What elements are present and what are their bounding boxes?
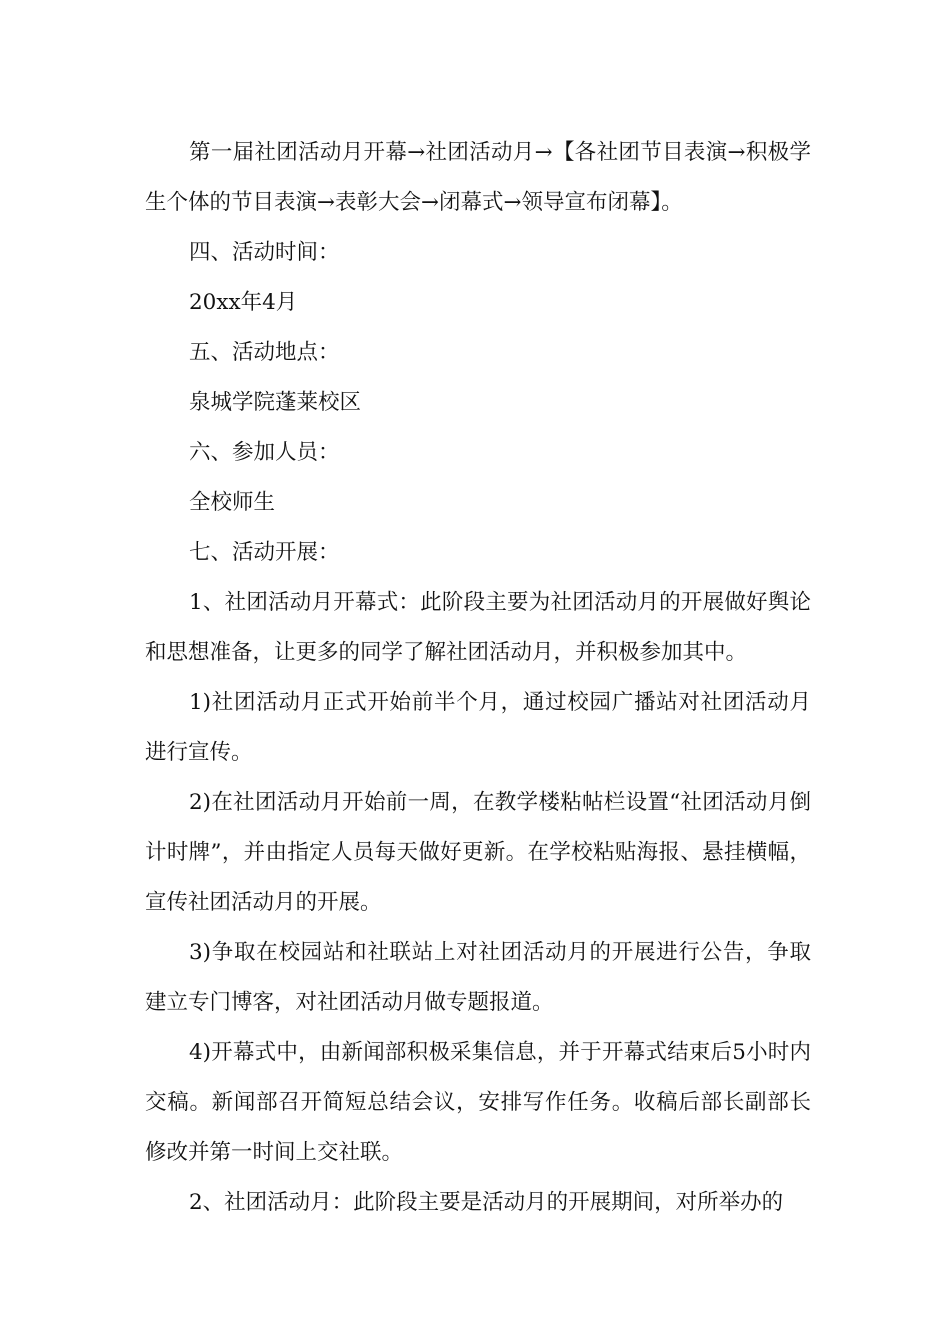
paragraph-item-2: 2)在社团活动月开始前一周，在教学楼粘帖栏设置“社团活动月倒计时牌”，并由指定人员每天做好更新。在学校粘贴海报、悬挂横幅，宣传社团活动月的开展。 (145, 790, 811, 915)
heading-activity-time: 四、活动时间： (189, 240, 340, 265)
paragraph-item-3: 3)争取在校园站和社联站上对社团活动月的开展进行公告，争取建立专门博客，对社团活动月做专题报道。 (145, 940, 811, 1015)
heading-activity-development: 七、活动开展： (189, 540, 340, 565)
paragraph-item-4: 4)开幕式中，由新闻部积极采集信息，并于开幕式结束后5小时内交稿。新闻部召开简短总结会议，安排写作任务。收稿后部长副部长修改并第一时间上交社联。 (145, 1040, 811, 1165)
participants-value: 全校师生 (189, 490, 276, 515)
activity-location-value: 泉城学院蓬莱校区 (189, 390, 362, 415)
paragraph-opening-ceremony: 1、社团活动月开幕式：此阶段主要为社团活动月的开展做好舆论和思想准备，让更多的同学了解社团活动月，并积极参加其中。 (145, 590, 811, 665)
paragraph-item-1: 1)社团活动月正式开始前半个月，通过校园广播站对社团活动月进行宣传。 (145, 690, 811, 765)
heading-activity-location: 五、活动地点： (189, 340, 340, 365)
activity-time-value: 20xx年4月 (189, 290, 298, 315)
document-body (145, 128, 811, 1228)
paragraph-activity-month: 2、社团活动月：此阶段主要是活动月的开展期间，对所举办的 (189, 1190, 784, 1215)
paragraph-process-flow: 第一届社团活动月开幕→社团活动月→【各社团节目表演→积极学生个体的节目表演→表彰大会→闭幕式→领导宣布闭幕】。 (145, 140, 811, 215)
heading-participants: 六、参加人员： (189, 440, 340, 465)
